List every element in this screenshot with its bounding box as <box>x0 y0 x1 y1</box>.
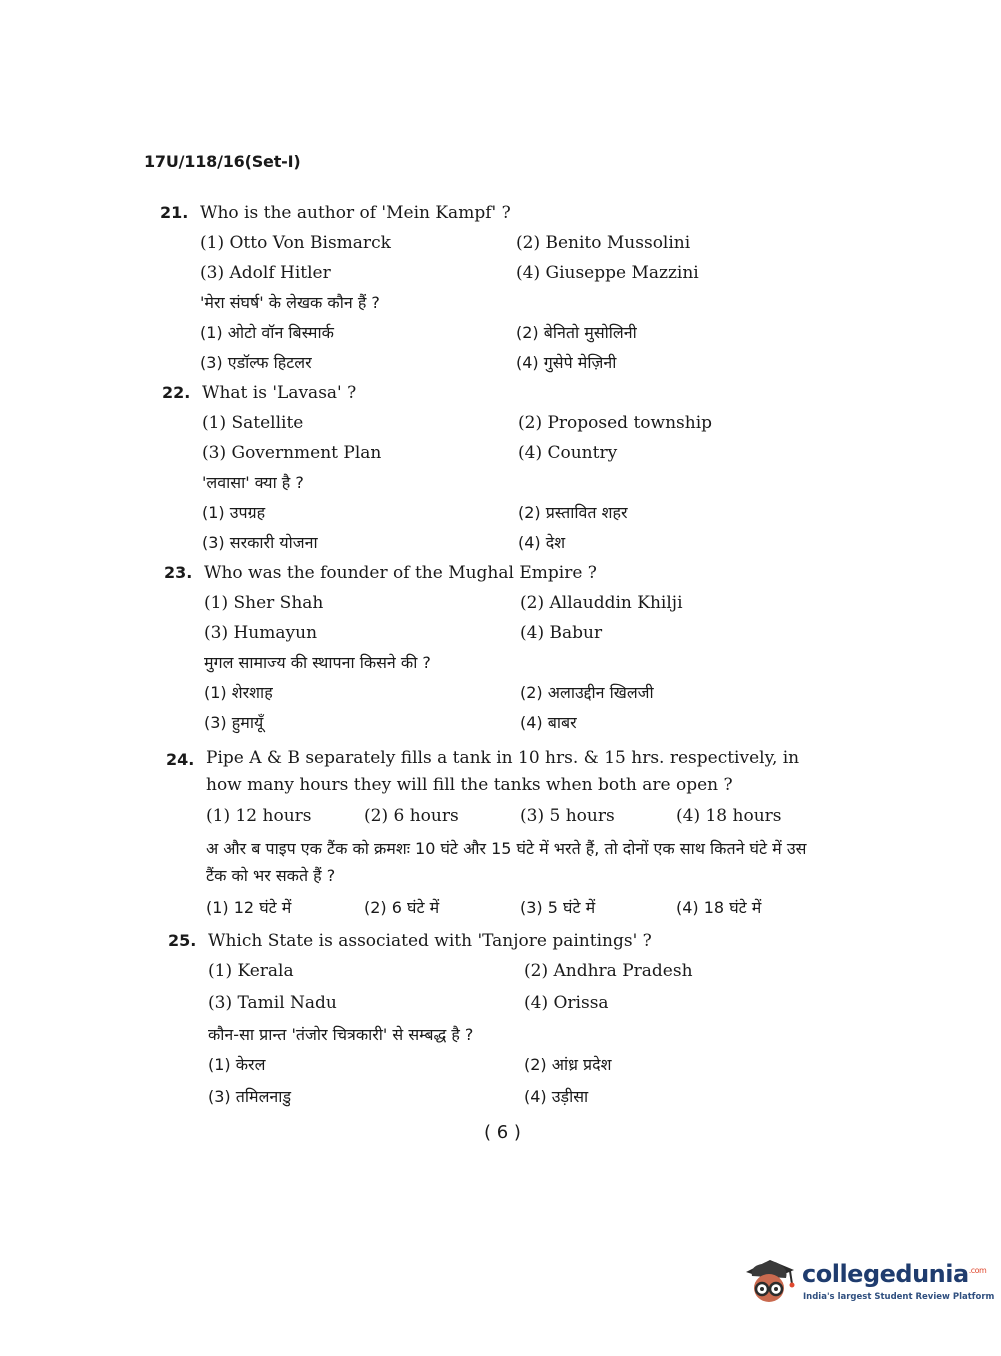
option-4-hi: (4) उड़ीसा <box>524 1087 589 1106</box>
option-3-hi: (3) एडॉल्फ हिटलर <box>200 353 312 372</box>
option-2-hi: (2) प्रस्तावित शहर <box>518 503 628 522</box>
question-text-hi: कौन-सा प्रान्त 'तंजोर चित्रकारी' से सम्बद्ध है ? <box>208 1025 474 1044</box>
option-1-en: (1) Kerala <box>208 961 294 981</box>
option-3-hi: (3) हुमायूँ <box>204 713 264 732</box>
option-3-en: (3) Humayun <box>204 623 318 643</box>
question-24 <box>166 745 831 925</box>
option-4-en: (4) Orissa <box>524 993 609 1013</box>
question-number: 23. <box>164 563 193 582</box>
option-2-en: (2) Benito Mussolini <box>516 233 691 253</box>
option-1-en: (1) 12 hours <box>206 806 312 826</box>
option-4-hi: (4) बाबर <box>520 713 577 732</box>
option-2-hi: (2) 6 घंटे में <box>364 898 440 917</box>
option-4-en: (4) Giuseppe Mazzini <box>516 263 699 283</box>
question-23 <box>164 558 844 738</box>
page-number: ( 6 ) <box>484 1122 521 1143</box>
question-22 <box>162 378 842 558</box>
student-mascot-icon <box>742 1252 798 1308</box>
question-number: 24. <box>166 750 195 769</box>
option-1-en: (1) Otto Von Bismarck <box>200 233 391 253</box>
question-text-hi: 'लवासा' क्या है ? <box>202 473 304 492</box>
option-3-hi: (3) सरकारी योजना <box>202 533 318 552</box>
option-4-hi: (4) देश <box>518 533 566 552</box>
option-1-hi: (1) शेरशाह <box>204 683 273 702</box>
logo-wordmark: collegedunia$^{.com}$ <box>802 1260 987 1288</box>
option-2-en: (2) Andhra Pradesh <box>524 961 693 981</box>
question-25 <box>168 926 848 1116</box>
option-3-en: (3) 5 hours <box>520 806 615 826</box>
option-2-en: (2) Allauddin Khilji <box>520 593 683 613</box>
question-text-hi: अ और ब पाइप एक टैंक को क्रमशः 10 घंटे और 15 घंटे में भरते हैं, तो दोनों एक साथ कितने घंटे में उस टैंक को भर सकते हैं ? <box>206 839 807 885</box>
option-3-en: (3) Adolf Hitler <box>200 263 331 283</box>
option-4-en: (4) Babur <box>520 623 603 643</box>
question-text-en: Who is the author of 'Mein Kampf' ? <box>200 203 511 223</box>
collegedunia-logo[interactable] <box>742 1252 995 1310</box>
option-4-hi: (4) 18 घंटे में <box>676 898 762 917</box>
exam-code: 17U/118/16(Set-I) <box>144 152 301 171</box>
question-number: 21. <box>160 203 189 222</box>
question-text-en: Which State is associated with 'Tanjore paintings' ? <box>208 931 652 951</box>
option-4-hi: (4) गुसेपे मेज़िनी <box>516 353 617 372</box>
option-3-en: (3) Government Plan <box>202 443 382 463</box>
option-2-en: (2) Proposed township <box>518 413 713 433</box>
option-1-hi: (1) केरल <box>208 1055 266 1074</box>
question-number: 25. <box>168 931 197 950</box>
question-21 <box>160 198 840 378</box>
option-4-en: (4) 18 hours <box>676 806 782 826</box>
option-3-hi: (3) तमिलनाडु <box>208 1087 292 1106</box>
question-number: 22. <box>162 383 191 402</box>
option-2-hi: (2) आंध्र प्रदेश <box>524 1055 612 1074</box>
logo-tagline: India's largest Student Review Platform <box>803 1292 995 1302</box>
option-1-en: (1) Sher Shah <box>204 593 324 613</box>
question-text-en: Who was the founder of the Mughal Empire ? <box>204 563 597 583</box>
option-2-en: (2) 6 hours <box>364 806 459 826</box>
option-2-hi: (2) अलाउद्दीन खिलजी <box>520 683 654 702</box>
option-1-en: (1) Satellite <box>202 413 304 433</box>
question-text-en: Pipe A & B separately fills a tank in 10 hrs. & 15 hrs. respectively, in how many hours they will fill the tanks when both are open ? <box>206 748 800 795</box>
option-1-hi: (1) उपग्रह <box>202 503 266 522</box>
option-3-hi: (3) 5 घंटे में <box>520 898 596 917</box>
option-3-en: (3) Tamil Nadu <box>208 993 337 1013</box>
option-4-en: (4) Country <box>518 443 618 463</box>
question-text-hi: मुगल सामाज्य की स्थापना किसने की ? <box>204 653 431 672</box>
option-1-hi: (1) ओटो वॉन बिस्मार्क <box>200 323 334 342</box>
option-2-hi: (2) बेनितो मुसोलिनी <box>516 323 637 342</box>
question-text-hi: 'मेरा संघर्ष' के लेखक कौन हैं ? <box>200 293 380 312</box>
question-text-en: What is 'Lavasa' ? <box>202 383 357 403</box>
option-1-hi: (1) 12 घंटे में <box>206 898 292 917</box>
